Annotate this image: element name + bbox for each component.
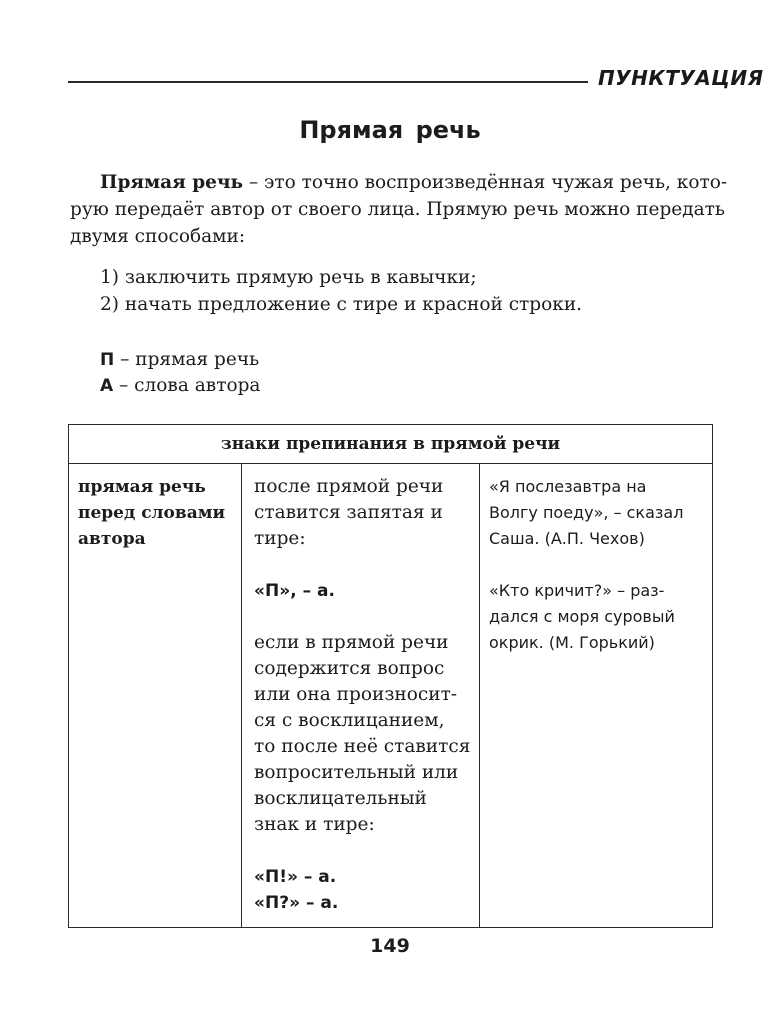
formula: «П!» – а. <box>254 867 337 887</box>
table-cell-rules <box>242 464 480 928</box>
legend-item <box>100 373 260 399</box>
rule-line: то после неё ставится <box>254 736 471 757</box>
header-rule <box>68 81 588 83</box>
legend-key: А <box>100 376 114 396</box>
spacer <box>254 838 479 864</box>
case-line: автора <box>78 529 146 549</box>
method-item: 1) заключить прямую речь в кавычки; <box>100 267 477 288</box>
methods-list <box>100 264 582 318</box>
legend-text: – прямая речь <box>114 349 260 370</box>
page-title: Прямая речь <box>299 116 481 144</box>
rule-line: содержится вопрос <box>254 658 445 679</box>
page-number: 149 <box>370 935 410 957</box>
example-line: «Я послезавтра на <box>489 477 647 496</box>
example-line: окрик. (М. Горький) <box>489 633 655 652</box>
rule-line: если в прямой речи <box>254 632 449 653</box>
rule-line: ставится запятая и <box>254 502 443 523</box>
case-line: перед словами <box>78 503 226 523</box>
spacer <box>254 552 479 578</box>
table-cell-examples <box>480 464 713 928</box>
example-line: Саша. (А.П. Чехов) <box>489 529 645 548</box>
punctuation-table <box>68 424 713 928</box>
rule-line: восклицательный <box>254 788 427 809</box>
example-line: Волгу поеду», – сказал <box>489 503 684 522</box>
legend-key: П <box>100 350 115 370</box>
intro-line-1 <box>70 169 728 196</box>
table-cell-case <box>69 464 242 928</box>
intro-term: Прямая речь <box>100 172 244 193</box>
section-header: ПУНКТУАЦИЯ <box>598 66 764 90</box>
intro-line-2: рую передаёт автор от своего лица. Прямую речь можно передать <box>70 199 725 220</box>
legend-item <box>100 347 260 373</box>
legend-text: – слова автора <box>113 375 261 396</box>
formula: «П», – а. <box>254 581 335 601</box>
rule-line: вопросительный или <box>254 762 459 783</box>
intro-line-3: двумя способами: <box>70 226 246 247</box>
rule-line: после прямой речи <box>254 476 444 497</box>
intro-line-1-rest: – это точно воспроизведённая чужая речь, кото- <box>243 172 728 193</box>
case-line: прямая речь <box>78 477 206 497</box>
table-header: знаки препинания в прямой речи <box>69 425 713 464</box>
spacer <box>254 604 479 630</box>
method-item: 2) начать предложение с тире и красной строки. <box>100 294 583 315</box>
rule-line: ся с восклицанием, <box>254 710 445 731</box>
rule-line: знак и тире: <box>254 814 375 835</box>
legend <box>100 347 260 399</box>
rule-line: тире: <box>254 528 306 549</box>
example-line: дался с моря суровый <box>489 607 675 626</box>
spacer <box>489 552 712 578</box>
rule-line: или она произносит- <box>254 684 458 705</box>
example-line: «Кто кричит?» – раз- <box>489 581 665 600</box>
intro-paragraph <box>70 169 728 250</box>
formula: «П?» – а. <box>254 893 339 913</box>
